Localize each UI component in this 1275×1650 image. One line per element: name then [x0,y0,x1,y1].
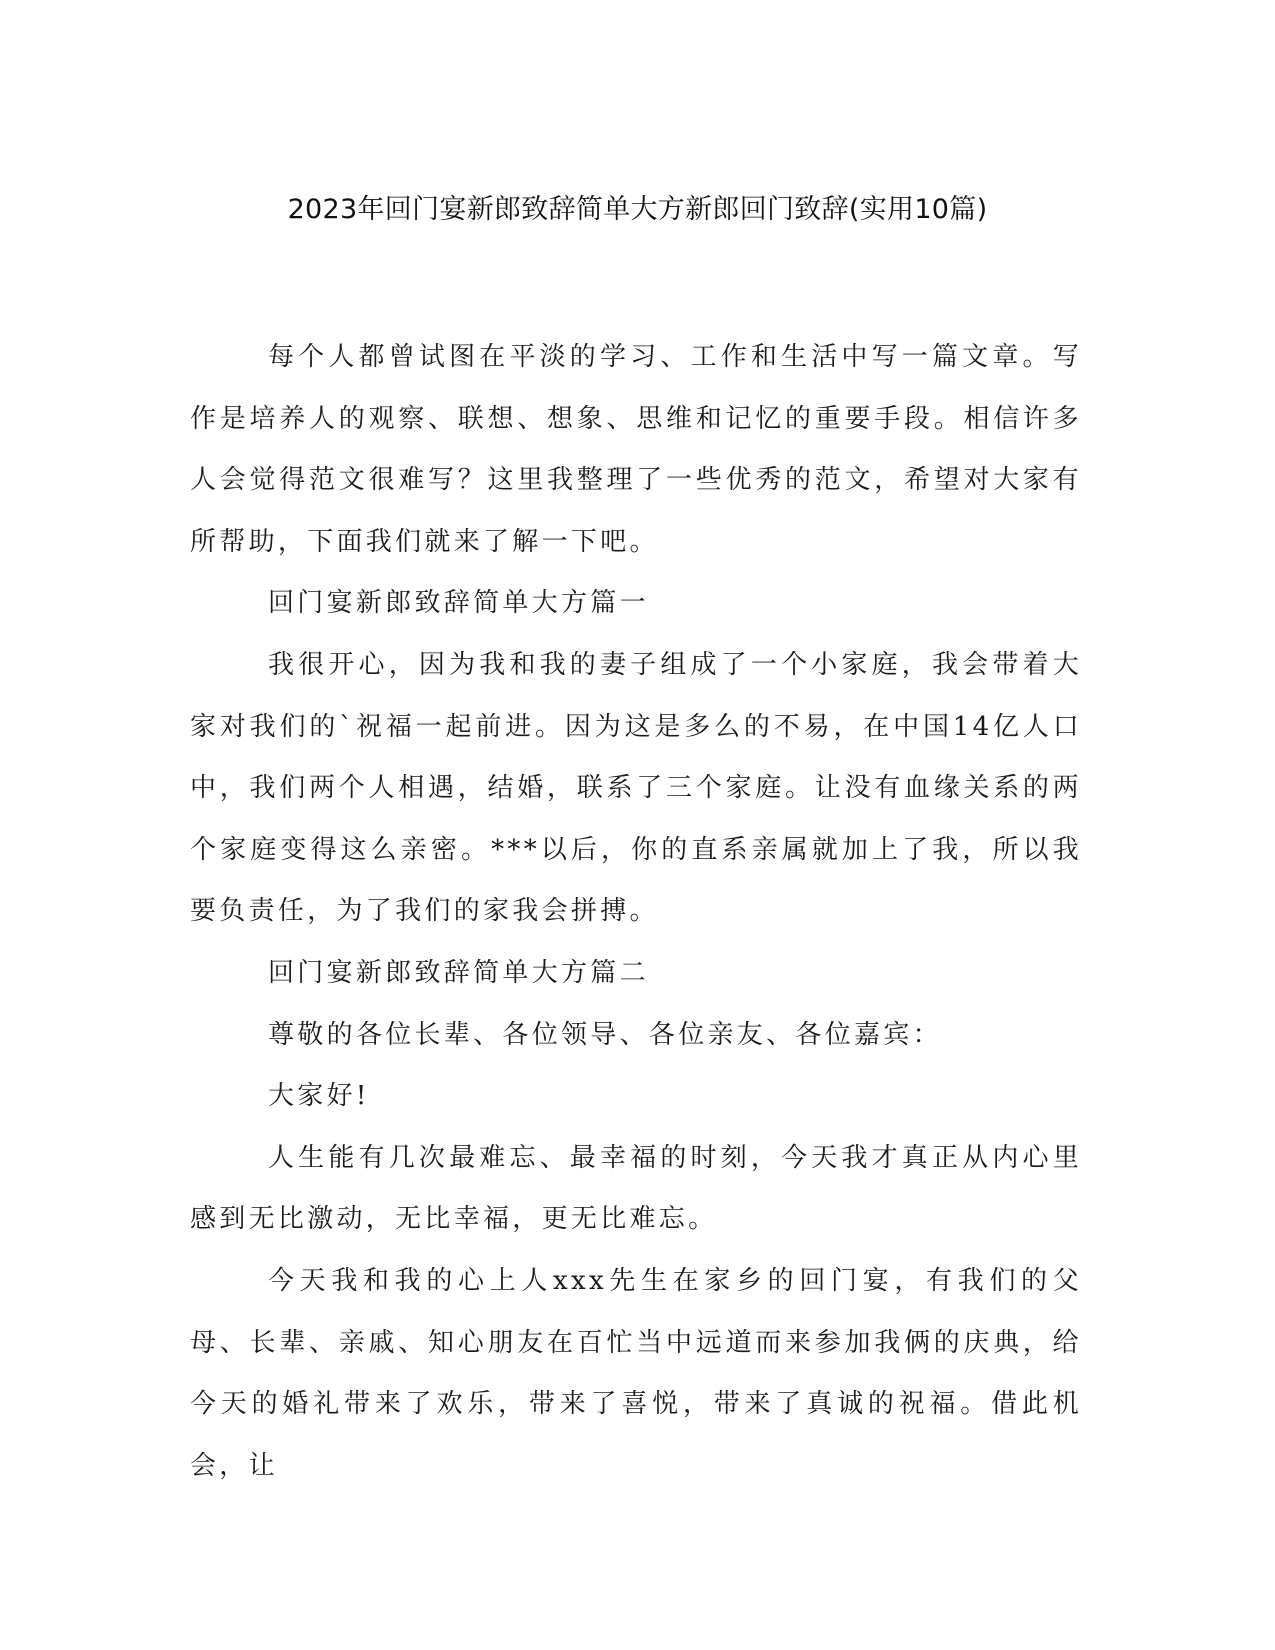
section-2-paragraph-2: 今天我和我的心上人xxx先生在家乡的回门宴，有我们的父母、长辈、亲戚、知心朋友在百忙当中远道而来参加我俩的庆典，给今天的婚礼带来了欢乐，带来了喜悦，带来了真诚的祝福。借此机会，让 [190,1265,1082,1481]
salutation-paragraph: 尊敬的各位长辈、各位领导、各位亲友、各位嘉宾： [268,1019,942,1050]
greeting-paragraph: 大家好! [268,1081,370,1112]
intro-paragraph: 每个人都曾试图在平淡的学习、工作和生活中写一篇文章。写作是培养人的观察、联想、想象、思维和记忆的重要手段。相信许多人会觉得范文很难写？这里我整理了一些优秀的范文，希望对大家有所帮助，下面我们就来了解一下吧。 [190,342,1082,557]
section-heading-1: 回门宴新郎致辞简单大方篇一 [268,588,649,619]
section-heading-2: 回门宴新郎致辞简单大方篇二 [268,957,649,988]
document-title: 2023年回门宴新郎致辞简单大方新郎回门致辞(实用10篇) [287,194,988,225]
section-2-paragraph-1: 人生能有几次最难忘、最幸福的时刻，今天我才真正从内心里感到无比激动，无比幸福，更无比难忘。 [190,1142,1082,1235]
document-body [190,327,1082,1497]
section-1-paragraph: 我很开心，因为我和我的妻子组成了一个小家庭，我会带着大家对我们的`祝福一起前进。因为这是多么的不易，在中国14亿人口中，我们两个人相遇，结婚，联系了三个家庭。让没有血缘关系的两个家庭变得这么亲密。***以后，你的直系亲属就加上了我，所以我要负责任，为了我们的家我会拼搏。 [190,649,1082,927]
